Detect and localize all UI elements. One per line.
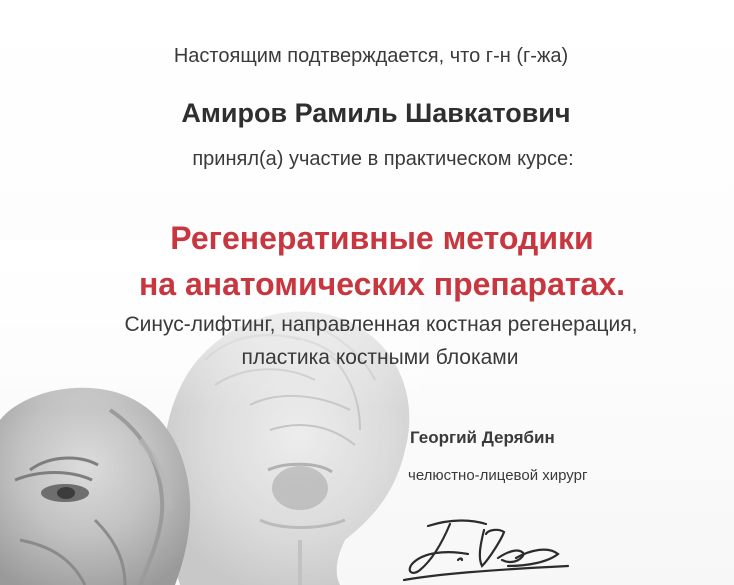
participation-text: принял(а) участие в практическом курсе: bbox=[192, 148, 574, 170]
course-title-line-1: Регенеративные методики bbox=[170, 220, 594, 256]
course-subtitle-line-1: Синус-лифтинг, направленная костная регенерация, bbox=[124, 313, 638, 336]
course-subtitle-line-2: пластика костными блоками bbox=[241, 346, 519, 369]
instructor-name: Георгий Дерябин bbox=[410, 428, 555, 447]
course-title-line-2: на анатомических препаратах. bbox=[138, 266, 626, 302]
confirmation-text: Настоящим подтверждается, что г-н (г-жа) bbox=[173, 45, 569, 67]
handwritten-signature bbox=[398, 508, 578, 585]
instructor-title: челюстно-лицевой хирург bbox=[408, 467, 588, 484]
participant-name: Амиров Рамиль Шавкатович bbox=[181, 98, 571, 128]
